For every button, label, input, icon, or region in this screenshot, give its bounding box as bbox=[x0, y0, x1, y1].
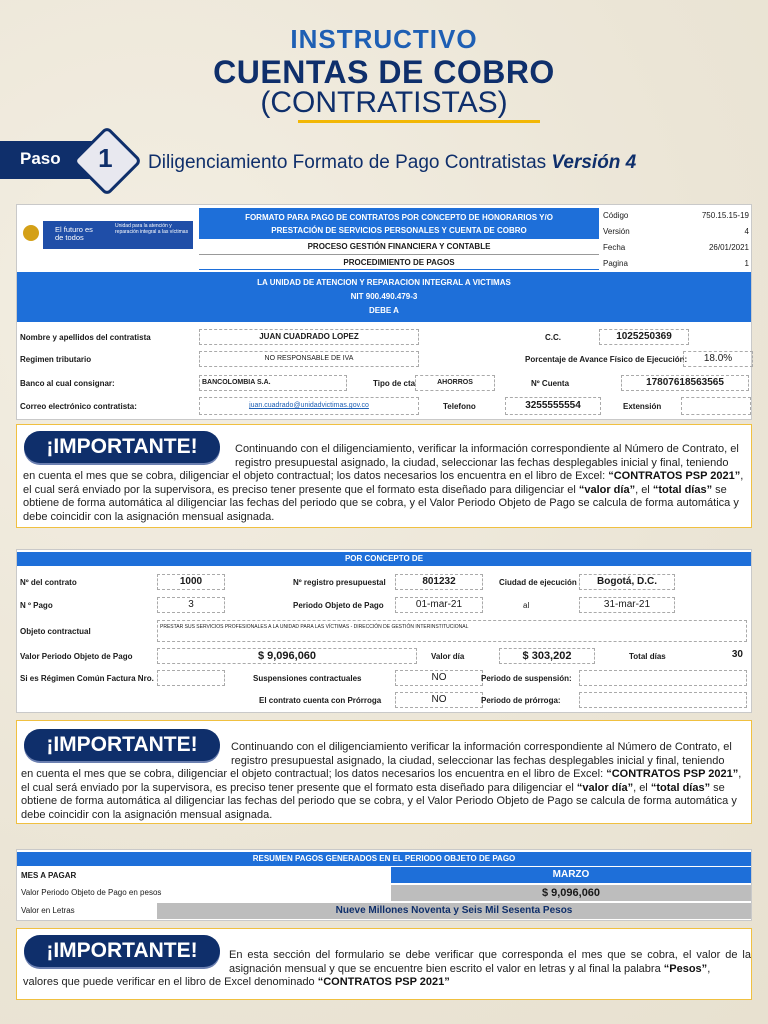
field-periodo-prorroga[interactable] bbox=[579, 692, 747, 708]
field-correo[interactable]: juan.cuadrado@unidadvictimas.gov.co bbox=[199, 397, 419, 415]
colombia-crest-icon bbox=[23, 225, 39, 241]
important-text-body bbox=[23, 976, 751, 990]
important-text: Continuando con el diligenciamiento, verificar la información correspondiente al Número de Contrato, el registro presupuestal asignado, la ciudad, seleccionar las fechas desplegables inicial y final, teniendo bbox=[235, 443, 739, 469]
label-registro: Nº registro presupuestal bbox=[293, 578, 386, 587]
label-valor-pesos: Valor Periodo Objeto de Pago en pesos bbox=[21, 888, 162, 897]
field-banco[interactable]: BANCOLOMBIA S.A. bbox=[199, 375, 347, 391]
important-text-body bbox=[21, 768, 749, 822]
logo-unit-text: Unidad para la atención y reparación integral a las víctimas bbox=[115, 223, 189, 235]
text-span: , el cual será enviado por la supervisora, es preciso tener presente que el formato esta diseñado para diligenciar el bbox=[23, 470, 744, 496]
field-tipo[interactable]: AHORROS bbox=[415, 375, 495, 391]
label-regimen-comun: Si es Régimen Común Factura Nro. bbox=[20, 674, 154, 683]
field-extension[interactable] bbox=[681, 397, 751, 415]
important-note-2 bbox=[16, 720, 752, 824]
field-ciudad[interactable]: Bogotá, D.C. bbox=[579, 574, 675, 590]
field-prorroga[interactable]: NO bbox=[395, 692, 483, 708]
entity-debe: DEBE A bbox=[369, 306, 399, 315]
process-block bbox=[199, 239, 599, 269]
title-cuentas-de-cobro: CUENTAS DE COBRO bbox=[213, 54, 555, 90]
important-badge: ¡IMPORTANTE! bbox=[24, 729, 220, 761]
text-bold: “CONTRATOS PSP 2021” bbox=[317, 976, 450, 988]
field-valor[interactable]: $ 9,096,060 bbox=[157, 648, 417, 664]
label-extension: Extensión bbox=[623, 402, 662, 411]
label-mes: MES A PAGAR bbox=[21, 871, 77, 880]
meta-label: Pagina bbox=[603, 259, 628, 268]
label-valor-letras: Valor en Letras bbox=[21, 906, 75, 915]
important-note-1 bbox=[16, 424, 752, 528]
label-cc: C.C. bbox=[545, 333, 561, 342]
important-text bbox=[229, 949, 751, 976]
important-text: Continuando con el diligenciamiento verificar la información correspondiente al Número de Contrato, el registro presupuestal asignado, la ciudad, seleccionar las fechas desplegables inicial y final, teniendo bbox=[231, 741, 732, 767]
title-underline bbox=[298, 120, 540, 123]
label-avance: Porcentaje de Avance Físico de Ejecución: bbox=[525, 355, 688, 364]
field-periodo-suspension[interactable] bbox=[579, 670, 747, 686]
concept-form bbox=[16, 549, 752, 713]
meta-label: Fecha bbox=[603, 243, 626, 252]
field-regimen[interactable]: NO RESPONSABLE DE IVA bbox=[199, 351, 419, 367]
label-ciudad: Ciudad de ejecución bbox=[499, 578, 577, 587]
step-subtitle bbox=[148, 152, 636, 174]
text-bold: “valor día” bbox=[578, 483, 636, 496]
important-note-3 bbox=[16, 928, 752, 1000]
field-factura[interactable] bbox=[157, 670, 225, 686]
field-avance[interactable]: 18.0% bbox=[683, 351, 753, 367]
step-label: Paso bbox=[20, 149, 61, 168]
meta-value: 26/01/2021 bbox=[708, 243, 749, 252]
label-telefono: Telefono bbox=[443, 402, 476, 411]
label-contrato: Nº del contrato bbox=[20, 578, 77, 587]
text-span: se obtiene de forma automática al diligenciar las fechas del periodo que se cobra, y el Valor Periodo Objeto de Pago se calcula de forma automática y debe coincidir con la asignación mensual asignada. bbox=[23, 483, 739, 523]
text-bold: “total días” bbox=[652, 483, 713, 496]
label-regimen: Regimen tributario bbox=[20, 355, 92, 364]
logo-text: El futuro es de todos bbox=[55, 225, 93, 242]
field-cc[interactable]: 1025250369 bbox=[599, 329, 689, 345]
label-pago: N º Pago bbox=[20, 601, 53, 610]
text-span: , el bbox=[633, 781, 651, 794]
label-total-dias: Total días bbox=[629, 652, 666, 661]
important-badge: ¡IMPORTANTE! bbox=[24, 431, 220, 463]
label-correo: Correo electrónico contratista: bbox=[20, 402, 137, 411]
meta-label: Versión bbox=[603, 227, 630, 236]
label-periodo-prorroga: Periodo de prórroga: bbox=[481, 696, 561, 705]
entity-nit: NIT 900.490.479-3 bbox=[350, 292, 418, 301]
label-valor: Valor Periodo Objeto de Pago bbox=[20, 652, 133, 661]
label-al: al bbox=[523, 601, 530, 610]
logo-block bbox=[43, 221, 193, 249]
label-prorroga: El contrato cuenta con Prórroga bbox=[259, 696, 382, 705]
field-valor-letras[interactable]: Nueve Millones Noventa y Seis Mil Sesenta Pesos bbox=[157, 903, 751, 919]
step-version: Versión 4 bbox=[551, 152, 637, 173]
contractor-form bbox=[16, 204, 752, 420]
title-contratistas: (CONTRATISTAS) bbox=[260, 86, 508, 119]
label-valor-dia: Valor día bbox=[431, 652, 465, 661]
summary-form bbox=[16, 849, 752, 921]
important-text-body bbox=[23, 470, 751, 524]
text-bold: “CONTRATOS PSP 2021” bbox=[606, 768, 739, 780]
text-bold: “CONTRATOS PSP 2021” bbox=[608, 470, 741, 482]
meta-value: 750.15.15-19 bbox=[701, 211, 749, 220]
form-header-line: PRESTACIÓN DE SERVICIOS PERSONALES Y CUENTA DE COBRO bbox=[271, 226, 527, 235]
field-valor-dia[interactable]: $ 303,202 bbox=[499, 648, 595, 664]
text-span: En esta sección del formulario se debe verificar que corresponda el mes que se cobra, el valor de la asignación mensual y que se encuentre bien escrito el valor en letras y al final la palabra bbox=[229, 949, 751, 975]
meta-label: Código bbox=[603, 211, 629, 220]
field-suspensiones[interactable]: NO bbox=[395, 670, 483, 686]
process-name: PROCESO GESTIÓN FINANCIERA Y CONTABLE bbox=[199, 239, 599, 255]
field-mes[interactable]: MARZO bbox=[391, 867, 751, 883]
field-telefono[interactable]: 3255555554 bbox=[505, 397, 601, 415]
label-cuenta: Nº Cuenta bbox=[531, 379, 570, 388]
form-header-line: FORMATO PARA PAGO DE CONTRATOS POR CONCEPTO DE HONORARIOS Y/O bbox=[245, 213, 553, 222]
summary-header: RESUMEN PAGOS GENERADOS EN EL PERIODO OBJETO DE PAGO bbox=[17, 852, 751, 866]
text-span: valores que puede verificar en el libro de Excel denominado bbox=[23, 976, 318, 988]
label-tipo: Tipo de cta bbox=[373, 379, 416, 388]
field-contrato[interactable]: 1000 bbox=[157, 574, 225, 590]
entity-name: LA UNIDAD DE ATENCION Y REPARACION INTEGRAL A VICTIMAS bbox=[257, 278, 511, 287]
field-fecha-fin[interactable]: 31-mar-21 bbox=[579, 597, 675, 613]
field-total-dias[interactable]: 30 bbox=[731, 649, 743, 660]
text-span: , el bbox=[635, 483, 653, 496]
meta-value: 1 bbox=[744, 259, 749, 268]
field-valor-pesos[interactable]: $ 9,096,060 bbox=[391, 885, 751, 901]
field-pago[interactable]: 3 bbox=[157, 597, 225, 613]
label-objeto: Objeto contractual bbox=[20, 627, 91, 636]
text-span: en cuenta el mes que se cobra, diligenciar el objeto contractual; los datos necesarios los encuentra en el libro de Excel: bbox=[21, 768, 607, 780]
label-periodo-suspension: Periodo de suspensión: bbox=[481, 674, 572, 683]
text-bold: “total días” bbox=[650, 781, 711, 794]
label-periodo: Periodo Objeto de Pago bbox=[293, 601, 384, 610]
text-bold: “valor día” bbox=[576, 781, 634, 794]
meta-table bbox=[601, 207, 751, 271]
text-span: , el cual será enviado por la supervisora, es preciso tener presente que el formato esta diseñado para diligenciar el bbox=[21, 768, 742, 794]
step-number: 1 bbox=[98, 143, 113, 174]
label-name: Nombre y apellidos del contratista bbox=[20, 333, 151, 342]
important-badge: ¡IMPORTANTE! bbox=[24, 935, 220, 967]
text-span: en cuenta el mes que se cobra, diligenciar el objeto contractual; los datos necesarios los encuentra en el libro de Excel: bbox=[23, 470, 609, 482]
field-cuenta[interactable]: 17807618563565 bbox=[621, 375, 749, 391]
procedure-name: PROCEDIMIENTO DE PAGOS bbox=[343, 258, 455, 267]
field-name[interactable]: JUAN CUADRADO LOPEZ bbox=[199, 329, 419, 345]
text-span: se obtiene de forma automática al diligenciar las fechas del periodo que se cobra, y el Valor Periodo Objeto de Pago se calcula de forma automática y debe coincidir con la asignación mensual asignada. bbox=[21, 781, 737, 821]
step-subtitle-text: Diligenciamiento Formato de Pago Contratistas bbox=[148, 152, 547, 173]
entity-block bbox=[17, 272, 751, 322]
concept-header: POR CONCEPTO DE bbox=[17, 552, 751, 566]
label-suspensiones: Suspensiones contractuales bbox=[253, 674, 362, 683]
field-objeto[interactable]: PRESTAR SUS SERVICIOS PROFESIONALES A LA UNIDAD PARA LAS VÍCTIMAS - DIRECCIÓN DE GESTIÓN INTERINSTITUCIONAL bbox=[157, 620, 747, 642]
title-instructivo: INSTRUCTIVO bbox=[290, 24, 478, 54]
label-banco: Banco al cual consignar: bbox=[20, 379, 115, 388]
field-registro[interactable]: 801232 bbox=[395, 574, 483, 590]
field-fecha-inicio[interactable]: 01-mar-21 bbox=[395, 597, 483, 613]
meta-value: 4 bbox=[744, 227, 749, 236]
text-bold: “Pesos” bbox=[663, 962, 708, 975]
text-span: , bbox=[707, 962, 711, 975]
